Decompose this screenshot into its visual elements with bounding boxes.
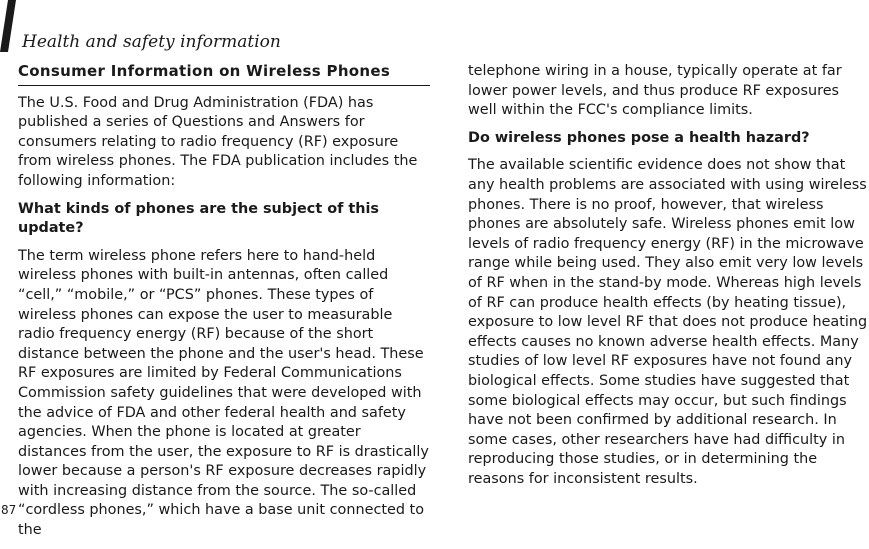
right-column — [468, 62, 869, 497]
question-heading: Do wireless phones pose a health hazard? — [468, 129, 810, 146]
answer-paragraph-continued: telephone wiring in a house, typically operate at far lower power levels, and thus produce RF exposures well within the FCC's compliance limits. — [468, 63, 842, 119]
intro-paragraph: The U.S. Food and Drug Administration (FDA) has published a series of Questions and Answers for consumers relating to radio frequency (RF) exposure from wireless phones. The FDA publication includes the following information: — [18, 94, 418, 189]
answer-paragraph: The available scientific evidence does not show that any health problems are associated with using wireless phones. There is no proof, however, that wireless phones are absolutely safe. Wireless phones emit low levels of radio frequency energy (RF) in the microwave range while being used. They also emit very low levels of RF when in the stand-by mode. Whereas high levels of RF can produce health effects (by heating tissue), exposure to low level RF that does not produce heating effects causes no known adverse health effects. Many studies of low level RF exposures have not found any biological effects. Some studies have suggested that some biological effects may occur, but such findings have not been confirmed by additional research. In some cases, other researchers have had difficulty in reproducing those studies, or in determining the reasons for inconsistent results. — [468, 157, 868, 487]
answer-paragraph: The term wireless phone refers here to hand-held wireless phones with built-in antennas, often called “cell,” “mobile,” or “PCS” phones. These types of wireless phones can expose the user to measurable radio frequency energy (RF) because of the short distance between the phone and the user's head. These RF exposures are limited by Federal Communications Commission safety guidelines that were developed with the advice of FDA and other federal health and safety agencies. When the phone is located at greater distances from the user, the exposure to RF is drastically lower because a person's RF exposure decreases rapidly with increasing distance from the source. The so-called “cordless phones,” which have a base unit connected to the — [18, 247, 429, 539]
left-column — [18, 62, 430, 549]
page-header-title: Health and safety information — [22, 32, 281, 52]
header-accent-bar — [0, 0, 16, 52]
question-heading: What kinds of phones are the subject of this update? — [18, 200, 379, 237]
section-title: Consumer Information on Wireless Phones — [18, 62, 430, 86]
page-number: 87 — [1, 503, 17, 517]
